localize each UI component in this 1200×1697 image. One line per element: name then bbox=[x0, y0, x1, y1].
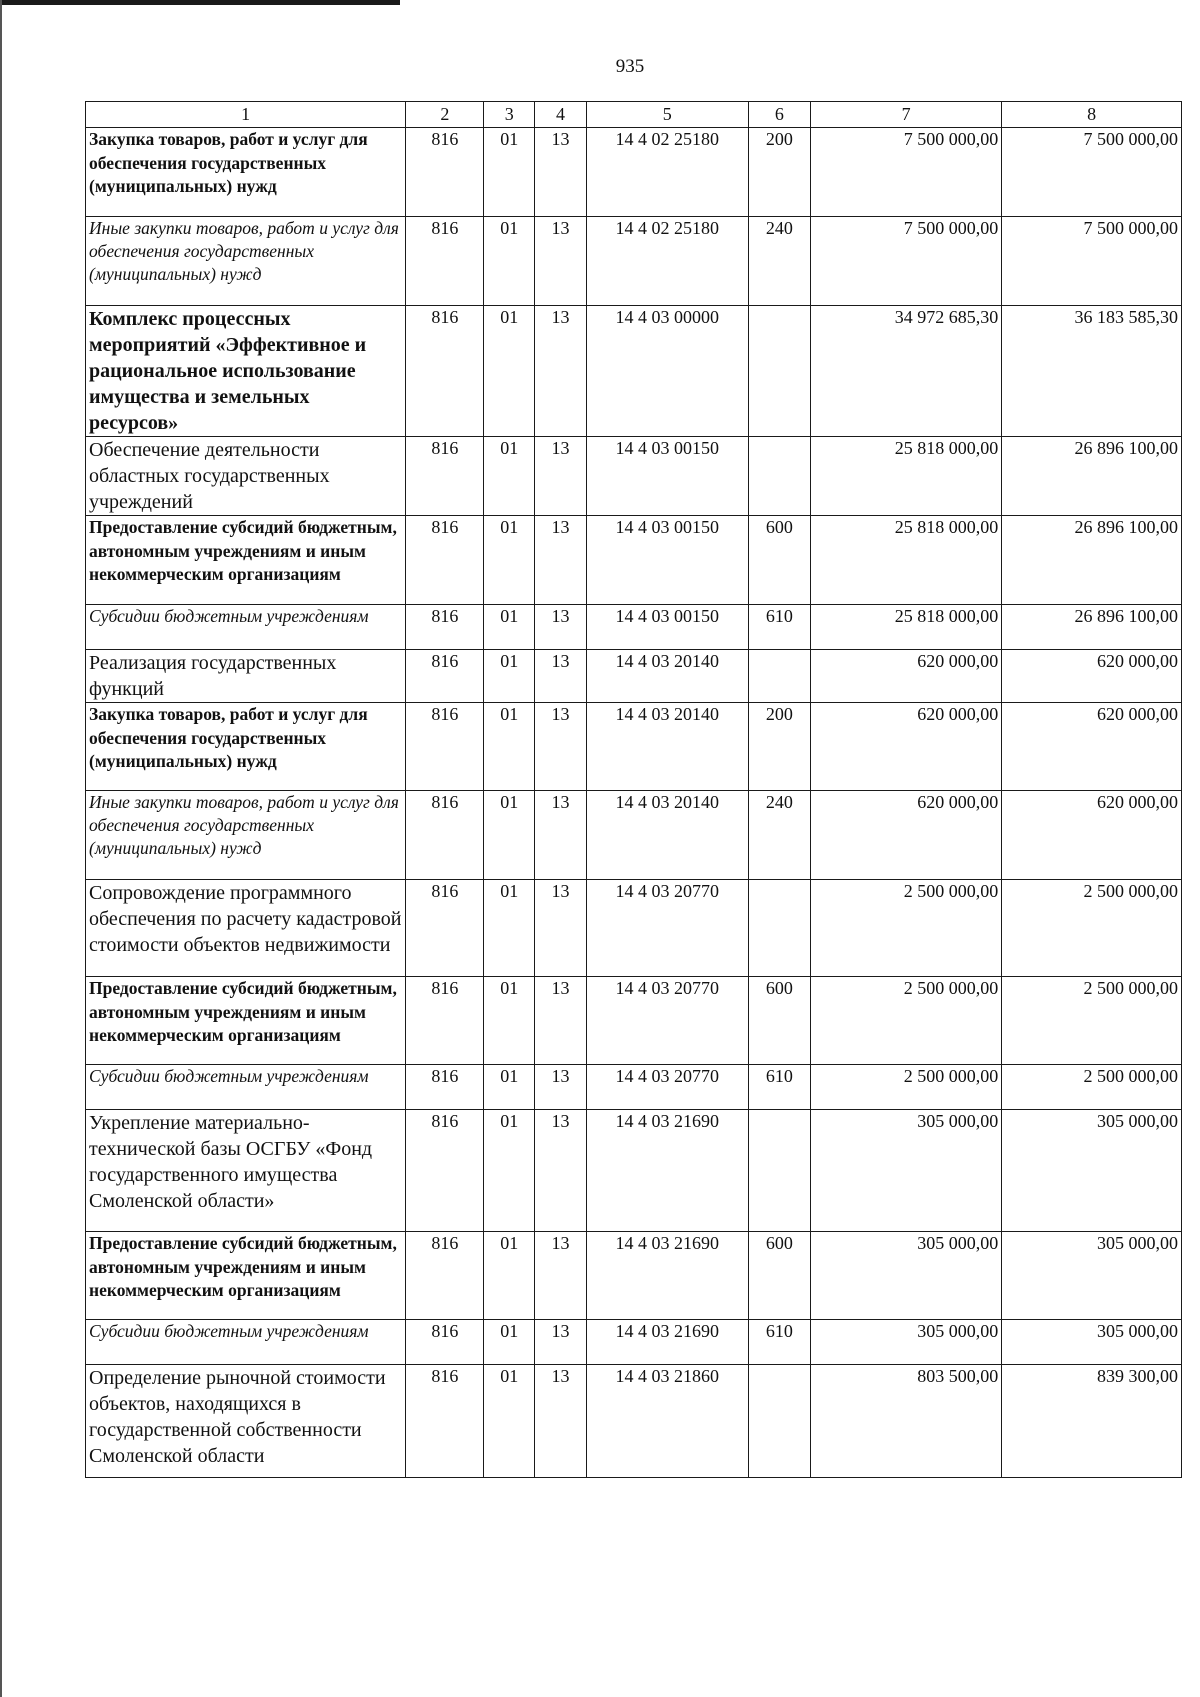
row-target-article: 14 4 03 21690 bbox=[586, 1110, 748, 1232]
page-edge bbox=[0, 0, 2, 1697]
row-amount-year1: 620 000,00 bbox=[810, 703, 1001, 791]
row-section-code: 01 bbox=[484, 977, 535, 1065]
row-amount-year2: 36 183 585,30 bbox=[1002, 306, 1182, 437]
header-cell-5: 5 bbox=[586, 102, 748, 128]
row-amount-year1: 2 500 000,00 bbox=[810, 977, 1001, 1065]
row-amount-year1: 25 818 000,00 bbox=[810, 516, 1001, 605]
row-name: Закупка товаров, работ и услуг для обеспечения государственных (муниципальных) нужд bbox=[86, 703, 406, 791]
row-section-code: 01 bbox=[484, 650, 535, 703]
table-row bbox=[86, 217, 1182, 306]
row-target-article: 14 4 03 21690 bbox=[586, 1232, 748, 1320]
row-amount-year2: 305 000,00 bbox=[1002, 1232, 1182, 1320]
row-name: Комплекс процессных мероприятий «Эффективное и рациональное использование имущества и земельных ресурсов» bbox=[86, 306, 406, 437]
row-amount-year1: 620 000,00 bbox=[810, 650, 1001, 703]
row-amount-year2: 26 896 100,00 bbox=[1002, 437, 1182, 516]
row-subsection-code: 13 bbox=[535, 880, 587, 977]
row-amount-year1: 2 500 000,00 bbox=[810, 1065, 1001, 1110]
row-subsection-code: 13 bbox=[535, 1365, 587, 1478]
row-target-article: 14 4 03 00150 bbox=[586, 437, 748, 516]
table-row bbox=[86, 977, 1182, 1065]
row-target-article: 14 4 02 25180 bbox=[586, 128, 748, 217]
row-name: Закупка товаров, работ и услуг для обеспечения государственных (муниципальных) нужд bbox=[86, 128, 406, 217]
row-subsection-code: 13 bbox=[535, 791, 587, 880]
row-expense-type: 600 bbox=[748, 977, 810, 1065]
row-ministry-code: 816 bbox=[406, 703, 484, 791]
table-row bbox=[86, 128, 1182, 217]
row-subsection-code: 13 bbox=[535, 128, 587, 217]
row-section-code: 01 bbox=[484, 1232, 535, 1320]
row-section-code: 01 bbox=[484, 1365, 535, 1478]
row-target-article: 14 4 03 00150 bbox=[586, 605, 748, 650]
row-ministry-code: 816 bbox=[406, 791, 484, 880]
row-ministry-code: 816 bbox=[406, 1365, 484, 1478]
row-subsection-code: 13 bbox=[535, 516, 587, 605]
row-amount-year2: 7 500 000,00 bbox=[1002, 217, 1182, 306]
row-amount-year1: 620 000,00 bbox=[810, 791, 1001, 880]
row-name: Субсидии бюджетным учреждениям bbox=[86, 1320, 406, 1365]
row-subsection-code: 13 bbox=[535, 977, 587, 1065]
row-amount-year1: 34 972 685,30 bbox=[810, 306, 1001, 437]
header-cell-1: 1 bbox=[86, 102, 406, 128]
row-expense-type: 600 bbox=[748, 516, 810, 605]
header-cell-2: 2 bbox=[406, 102, 484, 128]
row-target-article: 14 4 03 00150 bbox=[586, 516, 748, 605]
row-amount-year2: 305 000,00 bbox=[1002, 1110, 1182, 1232]
row-section-code: 01 bbox=[484, 1065, 535, 1110]
row-name: Реализация государственных функций bbox=[86, 650, 406, 703]
row-expense-type bbox=[748, 306, 810, 437]
row-amount-year1: 25 818 000,00 bbox=[810, 437, 1001, 516]
row-subsection-code: 13 bbox=[535, 217, 587, 306]
row-ministry-code: 816 bbox=[406, 650, 484, 703]
row-expense-type bbox=[748, 650, 810, 703]
row-amount-year2: 26 896 100,00 bbox=[1002, 516, 1182, 605]
row-subsection-code: 13 bbox=[535, 1110, 587, 1232]
header-cell-7: 7 bbox=[810, 102, 1001, 128]
table-row bbox=[86, 1065, 1182, 1110]
row-name: Определение рыночной стоимости объектов, находящихся в государственной собственности Смоленской области bbox=[86, 1365, 406, 1478]
row-ministry-code: 816 bbox=[406, 306, 484, 437]
table-body bbox=[86, 102, 1182, 1478]
table-row bbox=[86, 605, 1182, 650]
row-name: Субсидии бюджетным учреждениям bbox=[86, 605, 406, 650]
row-amount-year2: 2 500 000,00 bbox=[1002, 880, 1182, 977]
row-ministry-code: 816 bbox=[406, 437, 484, 516]
row-section-code: 01 bbox=[484, 880, 535, 977]
row-subsection-code: 13 bbox=[535, 1065, 587, 1110]
row-ministry-code: 816 bbox=[406, 1232, 484, 1320]
row-target-article: 14 4 03 20770 bbox=[586, 880, 748, 977]
header-cell-3: 3 bbox=[484, 102, 535, 128]
row-ministry-code: 816 bbox=[406, 217, 484, 306]
row-expense-type bbox=[748, 880, 810, 977]
row-section-code: 01 bbox=[484, 306, 535, 437]
row-expense-type: 240 bbox=[748, 791, 810, 880]
row-ministry-code: 816 bbox=[406, 977, 484, 1065]
table-row bbox=[86, 437, 1182, 516]
table-row bbox=[86, 306, 1182, 437]
row-name: Предоставление субсидий бюджетным, автономным учреждениям и иным некоммерческим организациям bbox=[86, 1232, 406, 1320]
row-ministry-code: 816 bbox=[406, 605, 484, 650]
page-number: 935 bbox=[615, 56, 645, 77]
row-name: Иные закупки товаров, работ и услуг для обеспечения государственных (муниципальных) нужд bbox=[86, 791, 406, 880]
row-subsection-code: 13 bbox=[535, 703, 587, 791]
row-expense-type: 600 bbox=[748, 1232, 810, 1320]
top-rule bbox=[0, 0, 400, 5]
row-expense-type: 610 bbox=[748, 1320, 810, 1365]
row-section-code: 01 bbox=[484, 437, 535, 516]
header-cell-8: 8 bbox=[1002, 102, 1182, 128]
row-amount-year1: 803 500,00 bbox=[810, 1365, 1001, 1478]
row-section-code: 01 bbox=[484, 1320, 535, 1365]
row-target-article: 14 4 03 20770 bbox=[586, 1065, 748, 1110]
row-expense-type: 240 bbox=[748, 217, 810, 306]
row-amount-year1: 2 500 000,00 bbox=[810, 880, 1001, 977]
row-section-code: 01 bbox=[484, 516, 535, 605]
row-target-article: 14 4 03 00000 bbox=[586, 306, 748, 437]
row-expense-type: 610 bbox=[748, 605, 810, 650]
row-amount-year2: 305 000,00 bbox=[1002, 1320, 1182, 1365]
row-target-article: 14 4 03 20140 bbox=[586, 791, 748, 880]
row-target-article: 14 4 03 21690 bbox=[586, 1320, 748, 1365]
row-subsection-code: 13 bbox=[535, 605, 587, 650]
row-subsection-code: 13 bbox=[535, 1232, 587, 1320]
row-expense-type bbox=[748, 1365, 810, 1478]
row-target-article: 14 4 03 20770 bbox=[586, 977, 748, 1065]
row-target-article: 14 4 03 21860 bbox=[586, 1365, 748, 1478]
row-target-article: 14 4 03 20140 bbox=[586, 650, 748, 703]
row-target-article: 14 4 03 20140 bbox=[586, 703, 748, 791]
row-name: Сопровождение программного обеспечения по расчету кадастровой стоимости объектов недвижимости bbox=[86, 880, 406, 977]
row-amount-year2: 620 000,00 bbox=[1002, 791, 1182, 880]
budget-table bbox=[85, 101, 1182, 1478]
row-amount-year1: 7 500 000,00 bbox=[810, 217, 1001, 306]
row-expense-type: 200 bbox=[748, 703, 810, 791]
row-section-code: 01 bbox=[484, 217, 535, 306]
table-row bbox=[86, 791, 1182, 880]
row-ministry-code: 816 bbox=[406, 1110, 484, 1232]
row-expense-type: 610 bbox=[748, 1065, 810, 1110]
row-amount-year2: 7 500 000,00 bbox=[1002, 128, 1182, 217]
row-subsection-code: 13 bbox=[535, 1320, 587, 1365]
table-row bbox=[86, 1320, 1182, 1365]
row-name: Укрепление материально-технической базы ОСГБУ «Фонд государственного имущества Смоленской области» bbox=[86, 1110, 406, 1232]
row-section-code: 01 bbox=[484, 605, 535, 650]
row-expense-type bbox=[748, 1110, 810, 1232]
row-subsection-code: 13 bbox=[535, 650, 587, 703]
table-row bbox=[86, 703, 1182, 791]
row-amount-year1: 305 000,00 bbox=[810, 1232, 1001, 1320]
row-section-code: 01 bbox=[484, 703, 535, 791]
row-ministry-code: 816 bbox=[406, 880, 484, 977]
table-row bbox=[86, 1365, 1182, 1478]
row-amount-year2: 2 500 000,00 bbox=[1002, 977, 1182, 1065]
row-amount-year2: 620 000,00 bbox=[1002, 703, 1182, 791]
row-amount-year2: 2 500 000,00 bbox=[1002, 1065, 1182, 1110]
row-amount-year1: 305 000,00 bbox=[810, 1110, 1001, 1232]
row-name: Субсидии бюджетным учреждениям bbox=[86, 1065, 406, 1110]
row-amount-year2: 620 000,00 bbox=[1002, 650, 1182, 703]
row-name: Обеспечение деятельности областных государственных учреждений bbox=[86, 437, 406, 516]
header-row bbox=[86, 102, 1182, 128]
table-row bbox=[86, 650, 1182, 703]
row-amount-year1: 305 000,00 bbox=[810, 1320, 1001, 1365]
row-target-article: 14 4 02 25180 bbox=[586, 217, 748, 306]
row-ministry-code: 816 bbox=[406, 1065, 484, 1110]
table-row bbox=[86, 516, 1182, 605]
row-name: Предоставление субсидий бюджетным, автономным учреждениям и иным некоммерческим организациям bbox=[86, 516, 406, 605]
row-ministry-code: 816 bbox=[406, 516, 484, 605]
row-expense-type: 200 bbox=[748, 128, 810, 217]
table-row bbox=[86, 1110, 1182, 1232]
row-amount-year1: 25 818 000,00 bbox=[810, 605, 1001, 650]
row-amount-year2: 26 896 100,00 bbox=[1002, 605, 1182, 650]
row-section-code: 01 bbox=[484, 1110, 535, 1232]
row-subsection-code: 13 bbox=[535, 306, 587, 437]
row-section-code: 01 bbox=[484, 128, 535, 217]
header-cell-4: 4 bbox=[535, 102, 587, 128]
row-subsection-code: 13 bbox=[535, 437, 587, 516]
row-amount-year1: 7 500 000,00 bbox=[810, 128, 1001, 217]
row-section-code: 01 bbox=[484, 791, 535, 880]
table-row bbox=[86, 1232, 1182, 1320]
row-amount-year2: 839 300,00 bbox=[1002, 1365, 1182, 1478]
row-ministry-code: 816 bbox=[406, 128, 484, 217]
row-ministry-code: 816 bbox=[406, 1320, 484, 1365]
row-expense-type bbox=[748, 437, 810, 516]
row-name: Иные закупки товаров, работ и услуг для обеспечения государственных (муниципальных) нужд bbox=[86, 217, 406, 306]
row-name: Предоставление субсидий бюджетным, автономным учреждениям и иным некоммерческим организациям bbox=[86, 977, 406, 1065]
table-row bbox=[86, 880, 1182, 977]
header-cell-6: 6 bbox=[748, 102, 810, 128]
